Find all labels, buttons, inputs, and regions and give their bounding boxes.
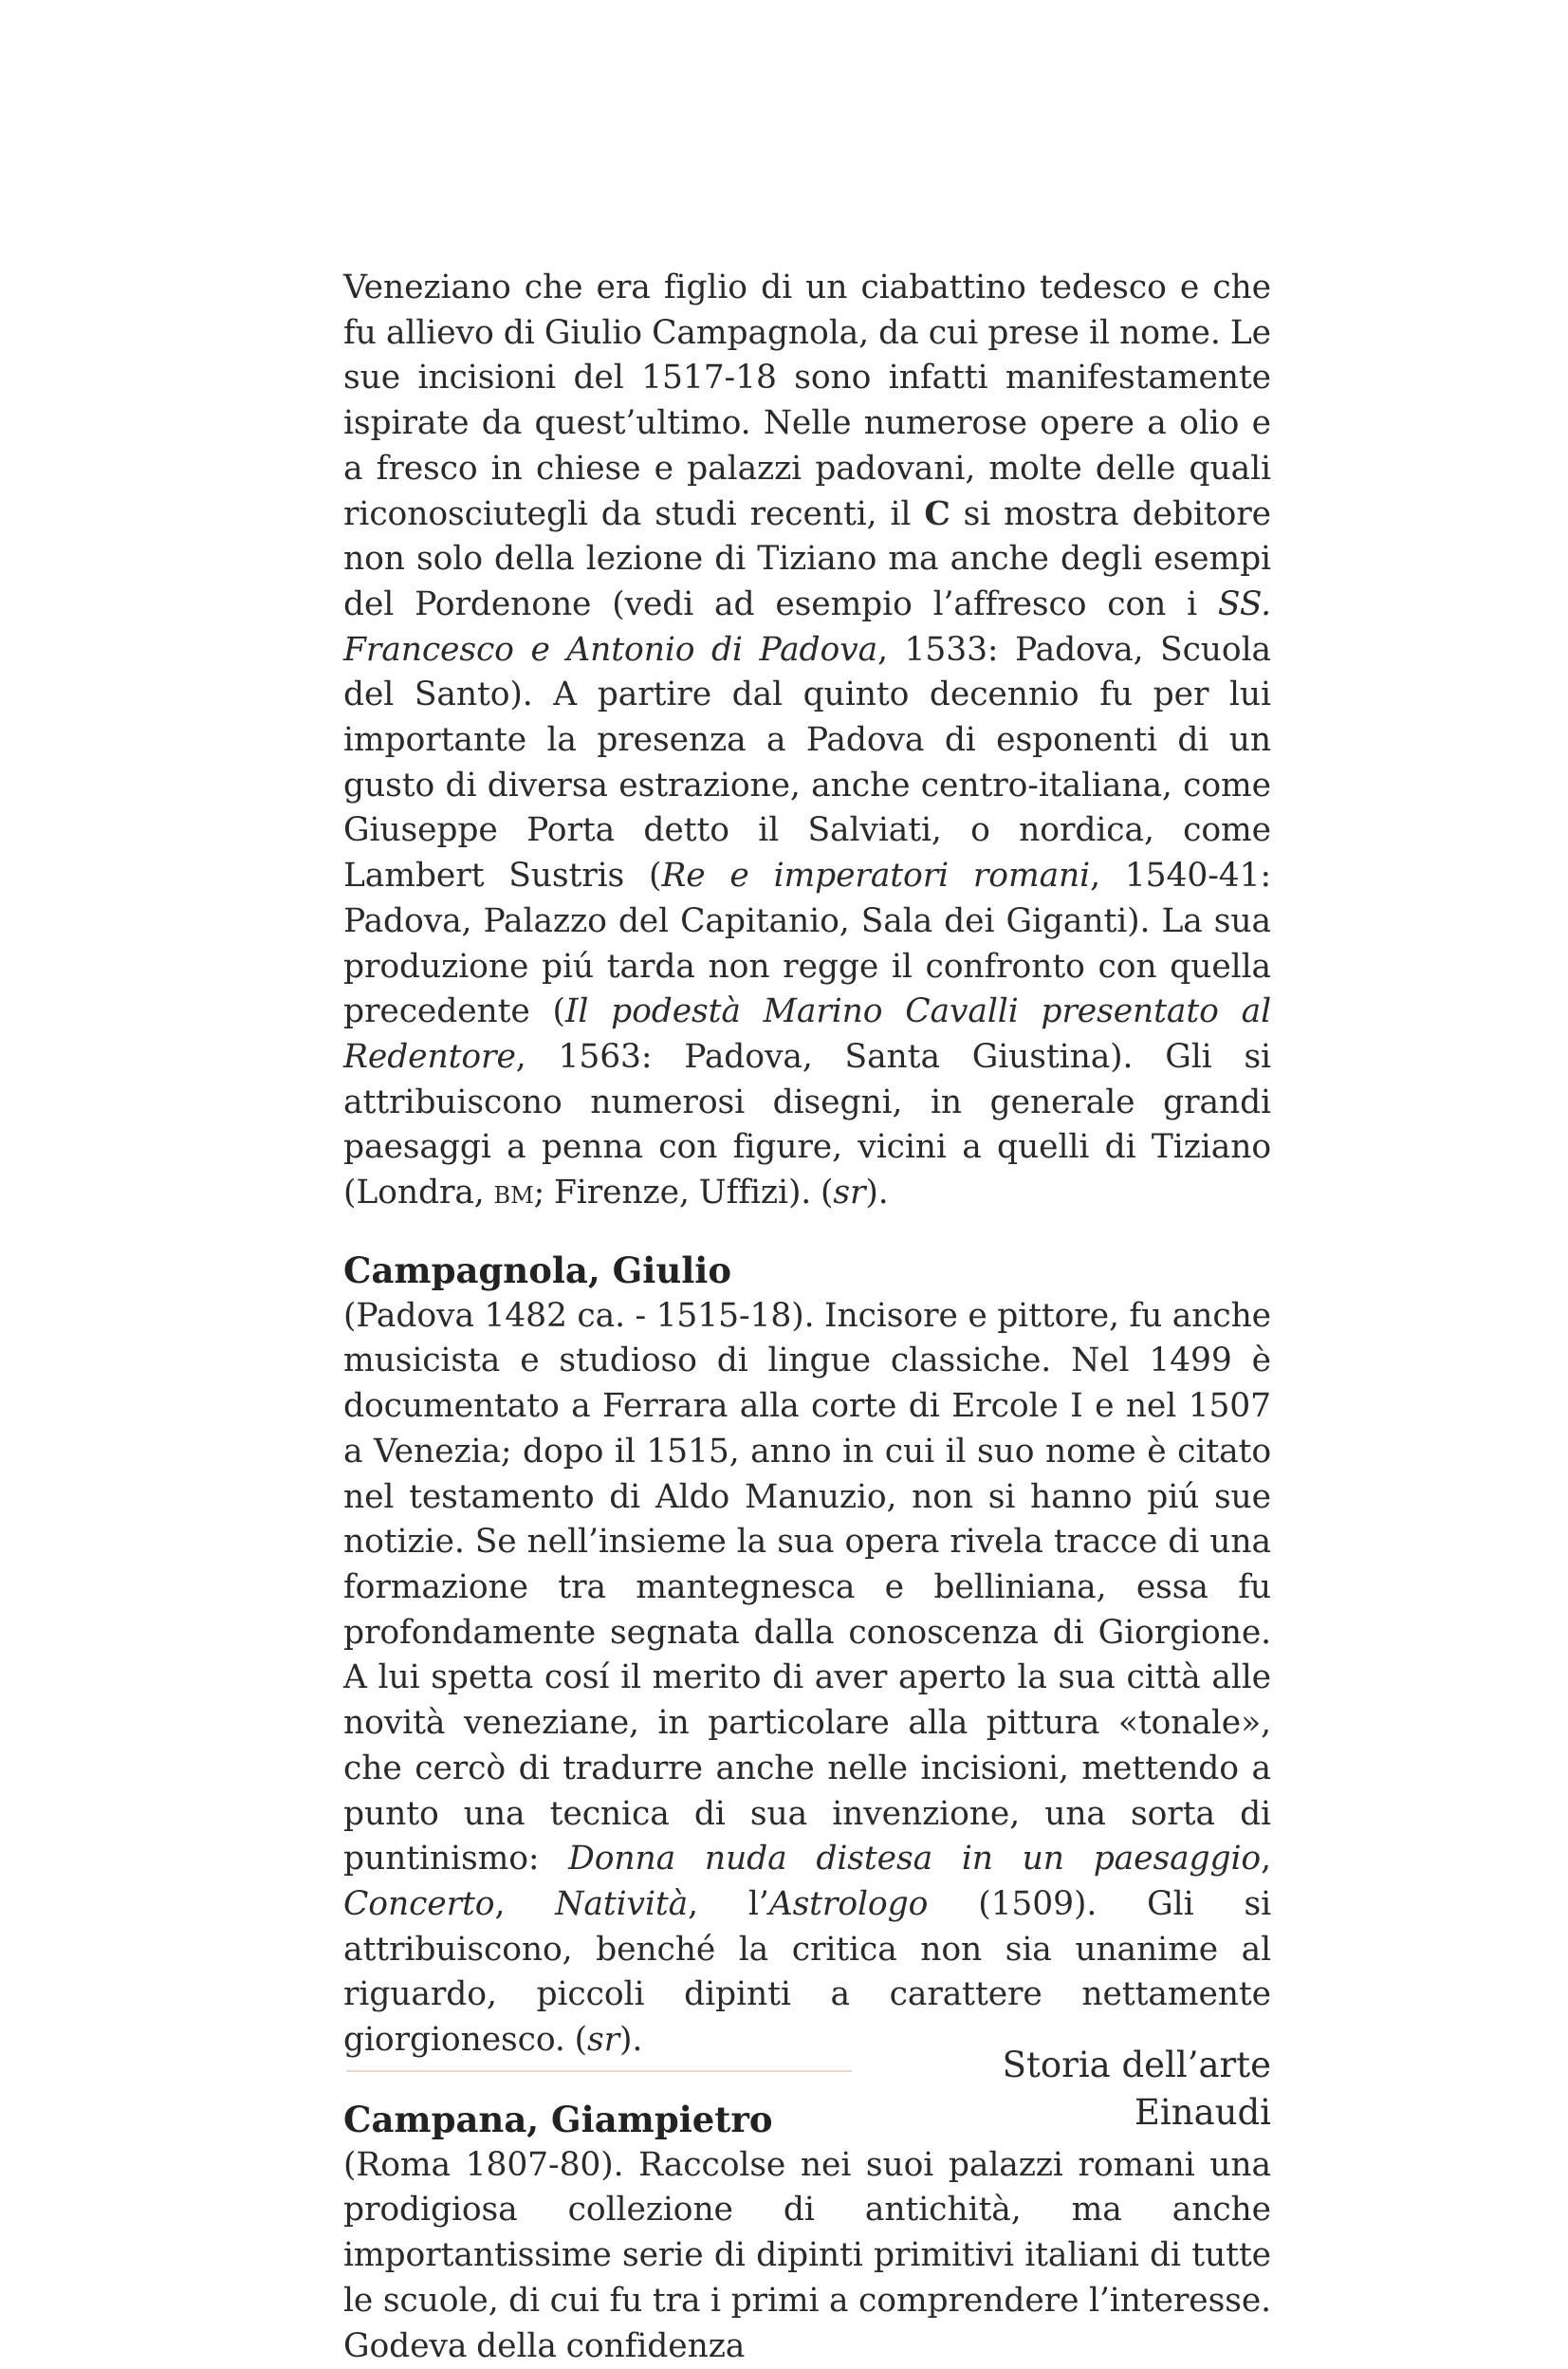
text-run: (Padova 1482 ca. - 1515-18). Incisore e pittore, fu anche musicista e studioso di lingue classiche. Nel 1499 è documentato a Ferrara alla corte di Ercole I e nel 1507 a Venezia; dopo il 1515, anno in cui il suo nome è citato nel testamento di Aldo Manuzio, non si hanno piú sue notizie. Se nell’insieme la sua opera rivela tracce di una formazione tra mantegnesca e belliniana, essa fu profondamente segnata dalla conoscenza di Giorgione. A lui spetta cosí il merito di aver aperto la sua città alle novità veneziane, in particolare alla pittura «tonale», che cercò di tradurre anche nelle incisioni, mettendo a punto una tecnica di sua invenzione, una sorta di puntinismo: bbox=[343, 1296, 1271, 1879]
text-run: Veneziano che era figlio di un ciabattino tedesco e che fu allievo di Giulio Campagnola, da cui prese il nome. Le sue incisioni del 1517-18 sono infatti manifestamente ispirate da quest’ultimo. Nelle numerose opere a olio e a fresco in chiese e palazzi padovani, molte delle quali riconosciutegli da studi recenti, il bbox=[343, 268, 1271, 533]
entry-continued-text bbox=[343, 266, 1271, 1216]
text-run: , 1563: Padova, Santa Giustina). Gli si attribuiscono numerosi disegni, in generale grandi paesaggi a penna con figure, vicini a quelli di Tiziano (Londra, bbox=[343, 1037, 1271, 1212]
entry-heading-campana: Campana, Giampietro bbox=[343, 2098, 773, 2140]
text-run: , l’ bbox=[688, 1884, 769, 1923]
text-run: ). bbox=[619, 2021, 643, 2060]
entry-heading-campagnola: Campagnola, Giulio bbox=[343, 1249, 732, 1291]
artwork-title: Donna nuda distesa in un paesaggio bbox=[568, 1840, 1262, 1879]
abbreviation: bm bbox=[493, 1174, 534, 1212]
entry-campagnola-text bbox=[343, 1294, 1271, 2064]
artwork-title: Natività bbox=[555, 1884, 689, 1923]
artwork-title: Concerto bbox=[343, 1884, 495, 1923]
text-run: ; Firenze, Uffizi). ( bbox=[533, 1174, 834, 1212]
text-run: , 1540-41: Padova, Palazzo del Capitanio, Sala dei Giganti). La sua produzione piú tarda non regge il confronto con quella precedente ( bbox=[343, 857, 1272, 1031]
text-run: (Roma 1807-80). Raccolse nei suoi palazzi romani una prodigiosa collezione di antichità, ma anche importantissime serie di dipinti primitivi italiani di tutte le scuole, di cui fu tra i primi a comprendere l’interesse. Godeva della confidenza bbox=[343, 2145, 1271, 2365]
author-signature: sr bbox=[833, 1174, 866, 1212]
text-run: (1509). Gli si attribuiscono, benché la critica non sia unanime al riguardo, piccoli dipinti a carattere nettamente giorgionesco. ( bbox=[343, 1884, 1271, 2060]
author-signature: sr bbox=[587, 2021, 619, 2060]
artwork-title: Astrologo bbox=[768, 1884, 929, 1923]
artwork-title: Re e imperatori romani bbox=[661, 857, 1091, 896]
footer-divider bbox=[346, 2070, 852, 2072]
text-run: si mostra debitore non solo della lezione di Tiziano ma anche degli esempi del Pordenone (vedi ad esempio l’affresco con i bbox=[343, 494, 1271, 623]
artwork-title: Il podestà Marino Cavalli presentato al Redentore bbox=[343, 992, 1271, 1076]
text-run: ). bbox=[865, 1174, 889, 1212]
bold-text: C bbox=[924, 494, 950, 533]
footer-title: Storia dell’arte Einaudi bbox=[1002, 2045, 1271, 2133]
entry-campana-text bbox=[343, 2143, 1271, 2369]
artwork-title: SS. Francesco e Antonio di Padova bbox=[343, 584, 1271, 669]
text-run: , bbox=[494, 1884, 556, 1923]
text-run: , bbox=[1261, 1840, 1271, 1879]
text-run: , 1533: Padova, Scuola del Santo). A partire dal quinto decennio fu per lui importante la presenza a Padova di esponenti di un gusto di diversa estrazione, anche centro-italiana, come Giuseppe Porta detto il Salviati, o nordica, come Lambert Sustris ( bbox=[343, 630, 1271, 896]
